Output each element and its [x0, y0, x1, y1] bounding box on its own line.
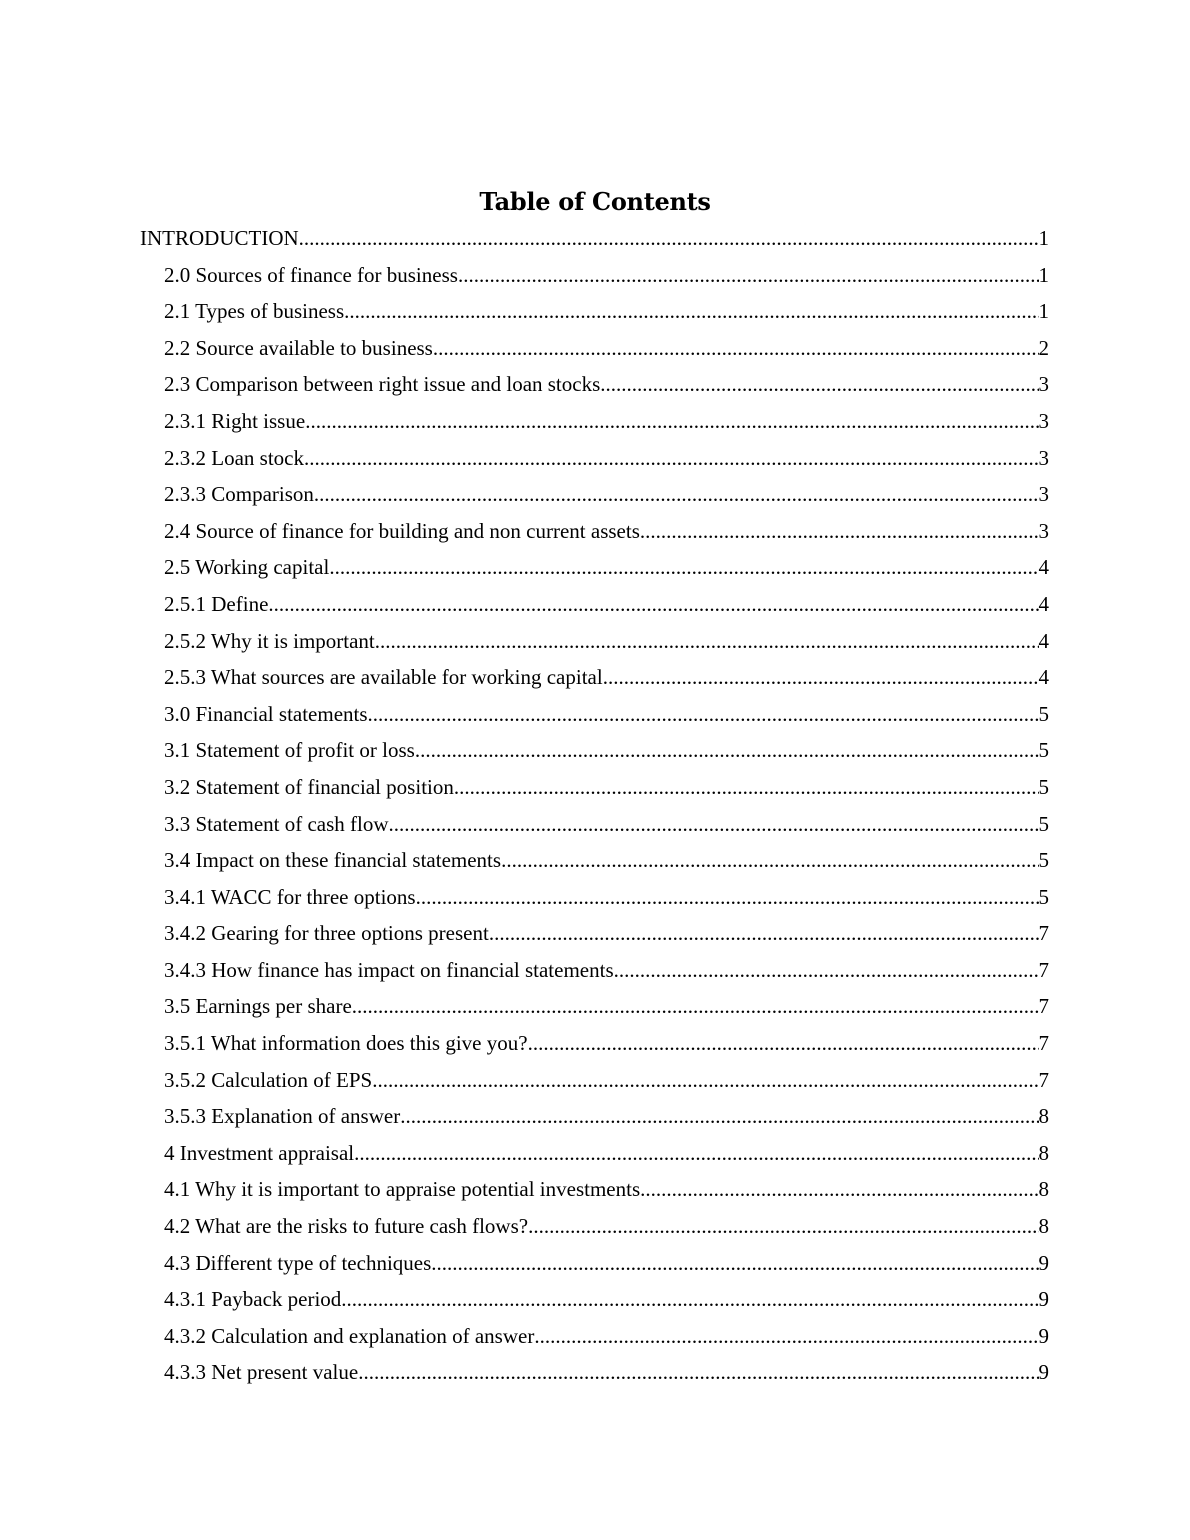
toc-entry-text: 4.1 Why it is important to appraise potential investments	[164, 1177, 641, 1202]
toc-dot-leader	[329, 549, 1038, 585]
toc-entry-page: 8	[1038, 1104, 1049, 1129]
toc-entry-page: 2	[1038, 335, 1049, 360]
toc-dot-leader	[640, 1171, 1038, 1207]
toc-entry-page: 8	[1038, 1140, 1049, 1165]
toc-entry-text: 2.1 Types of business	[164, 299, 345, 324]
toc-entry-text: 3.4 Impact on these financial statements	[164, 848, 502, 873]
toc-entry-page: 7	[1038, 921, 1049, 946]
toc-dot-leader	[534, 1318, 1038, 1354]
toc-entry-text: 2.4 Source of finance for building and non current assets	[164, 518, 640, 543]
toc-entry-page: 7	[1038, 994, 1049, 1019]
toc-entry-text: 3.0 Financial statements	[164, 701, 368, 726]
toc-entry[interactable]	[164, 806, 1049, 843]
toc-entry[interactable]	[164, 1208, 1049, 1245]
toc-dot-leader	[389, 806, 1039, 842]
toc-entry-page: 9	[1038, 1250, 1049, 1275]
toc-entry-text: 4.3.3 Net present value	[164, 1360, 359, 1385]
toc-entry-page: 5	[1038, 774, 1049, 799]
toc-entry-page: 8	[1038, 1177, 1049, 1202]
toc-entry-text: INTRODUCTION	[140, 226, 299, 250]
toc-dot-leader	[640, 513, 1039, 549]
toc-entry-text: 4.3 Different type of techniques	[164, 1250, 432, 1275]
toc-dot-leader	[304, 440, 1039, 476]
toc-dot-leader	[354, 1135, 1038, 1171]
toc-entry-page: 7	[1038, 1031, 1049, 1056]
toc-dot-leader	[454, 769, 1039, 805]
toc-dot-leader	[299, 220, 1039, 256]
toc-entry-text: 2.3.3 Comparison	[164, 482, 314, 507]
toc-entry-text: 3.2 Statement of financial position	[164, 774, 454, 799]
toc-entry[interactable]	[164, 1135, 1049, 1172]
toc-dot-leader	[489, 915, 1039, 951]
toc-entry-text: 2.5 Working capital	[164, 555, 330, 580]
toc-dot-leader	[501, 842, 1038, 878]
toc-entry[interactable]	[164, 1171, 1049, 1208]
toc-dot-leader	[368, 696, 1039, 732]
toc-entry-text: 2.5.2 Why it is important	[164, 628, 375, 653]
toc-entry-text: 2.2 Source available to business	[164, 335, 433, 360]
toc-entry[interactable]	[164, 293, 1049, 330]
toc-dot-leader	[268, 586, 1038, 622]
toc-dot-leader	[458, 257, 1039, 293]
toc-dot-leader	[352, 988, 1039, 1024]
toc-entry[interactable]	[164, 952, 1049, 989]
toc-entry-text: 4.3.2 Calculation and explanation of answer	[164, 1323, 535, 1348]
toc-entry[interactable]	[164, 915, 1049, 952]
toc-dot-leader	[416, 879, 1039, 915]
toc-entry-page: 5	[1038, 884, 1049, 909]
toc-entry-page: 5	[1038, 738, 1049, 763]
toc-entry-page: 9	[1038, 1323, 1049, 1348]
toc-entry-text: 2.3.1 Right issue	[164, 408, 306, 433]
toc-entry[interactable]	[164, 257, 1049, 294]
toc-dot-leader	[614, 952, 1039, 988]
toc-entry[interactable]	[164, 1318, 1049, 1355]
toc-entry[interactable]	[164, 586, 1049, 623]
toc-entry[interactable]	[164, 696, 1049, 733]
toc-entry[interactable]	[164, 732, 1049, 769]
toc-entry-page: 3	[1038, 518, 1049, 543]
toc-title: Table of Contents	[479, 187, 711, 216]
toc-entry-page: 1	[1038, 299, 1049, 324]
toc-entry[interactable]	[164, 659, 1049, 696]
toc-entry-text: 3.5.1 What information does this give you?	[164, 1031, 528, 1056]
toc-entry-page: 1	[1038, 262, 1049, 287]
toc-entry-text: 3.5.2 Calculation of EPS	[164, 1067, 373, 1092]
toc-entry-page: 9	[1038, 1287, 1049, 1312]
toc-entry-text: 3.1 Statement of profit or loss	[164, 738, 415, 763]
toc-dot-leader	[375, 623, 1039, 659]
toc-entry-text: 2.3.2 Loan stock	[164, 445, 304, 470]
toc-entry-text: 2.3 Comparison between right issue and loan stocks	[164, 372, 601, 397]
toc-entry[interactable]	[140, 220, 1049, 257]
toc-entry-text: 3.4.3 How finance has impact on financial statements	[164, 957, 614, 982]
toc-dot-leader	[344, 293, 1038, 329]
toc-entry[interactable]	[164, 623, 1049, 660]
toc-list	[0, 220, 1190, 1391]
toc-entry-text: 4.2 What are the risks to future cash flows?	[164, 1214, 529, 1239]
toc-entry[interactable]	[164, 513, 1049, 550]
toc-entry[interactable]	[164, 366, 1049, 403]
toc-dot-leader	[314, 476, 1039, 512]
toc-entry[interactable]	[164, 1062, 1049, 1099]
toc-entry-text: 4.3.1 Payback period	[164, 1287, 342, 1312]
toc-entry-page: 5	[1038, 701, 1049, 726]
toc-dot-leader	[600, 366, 1038, 402]
toc-entry[interactable]	[164, 988, 1049, 1025]
toc-entry-text: 3.5 Earnings per share	[164, 994, 352, 1019]
toc-entry-page: 3	[1038, 372, 1049, 397]
toc-entry-page: 4	[1038, 665, 1049, 690]
toc-entry-page: 7	[1038, 957, 1049, 982]
toc-entry-page: 3	[1038, 445, 1049, 470]
toc-entry[interactable]	[164, 403, 1049, 440]
toc-entry-page: 1	[1038, 226, 1049, 250]
toc-dot-leader	[433, 330, 1039, 366]
toc-entry[interactable]	[164, 842, 1049, 879]
toc-entry-page: 8	[1038, 1214, 1049, 1239]
toc-entry-page: 3	[1038, 408, 1049, 433]
toc-dot-leader	[341, 1281, 1038, 1317]
toc-dot-leader	[358, 1354, 1038, 1390]
toc-entry[interactable]	[164, 1281, 1049, 1318]
toc-entry[interactable]	[164, 1354, 1049, 1391]
toc-entry-text: 2.0 Sources of finance for business	[164, 262, 458, 287]
toc-entry-page: 5	[1038, 848, 1049, 873]
toc-dot-leader	[305, 403, 1038, 439]
toc-entry[interactable]	[164, 440, 1049, 477]
toc-entry[interactable]	[164, 769, 1049, 806]
toc-entry-text: 3.4.2 Gearing for three options present	[164, 921, 489, 946]
toc-entry[interactable]	[164, 330, 1049, 367]
toc-dot-leader	[400, 1098, 1038, 1134]
toc-entry-page: 4	[1038, 591, 1049, 616]
toc-entry-text: 2.5.3 What sources are available for working capital	[164, 665, 603, 690]
toc-entry-text: 2.5.1 Define	[164, 591, 269, 616]
toc-dot-leader	[528, 1025, 1039, 1061]
toc-entry-page: 5	[1038, 811, 1049, 836]
toc-entry-page: 3	[1038, 482, 1049, 507]
toc-entry-text: 4 Investment appraisal	[164, 1140, 355, 1165]
toc-dot-leader	[415, 732, 1039, 768]
toc-entry[interactable]	[164, 476, 1049, 513]
toc-entry[interactable]	[164, 1245, 1049, 1282]
toc-entry-text: 3.3 Statement of cash flow	[164, 811, 389, 836]
toc-entry[interactable]	[164, 1098, 1049, 1135]
toc-dot-leader	[372, 1062, 1038, 1098]
toc-entry[interactable]	[164, 1025, 1049, 1062]
toc-entry-text: 3.4.1 WACC for three options	[164, 884, 416, 909]
toc-dot-leader	[431, 1245, 1038, 1281]
toc-entry-page: 4	[1038, 555, 1049, 580]
toc-entry-page: 4	[1038, 628, 1049, 653]
toc-dot-leader	[528, 1208, 1038, 1244]
toc-entry[interactable]	[164, 879, 1049, 916]
toc-entry[interactable]	[164, 549, 1049, 586]
toc-dot-leader	[603, 659, 1039, 695]
toc-entry-text: 3.5.3 Explanation of answer	[164, 1104, 401, 1129]
toc-entry-page: 7	[1038, 1067, 1049, 1092]
toc-entry-page: 9	[1038, 1360, 1049, 1385]
